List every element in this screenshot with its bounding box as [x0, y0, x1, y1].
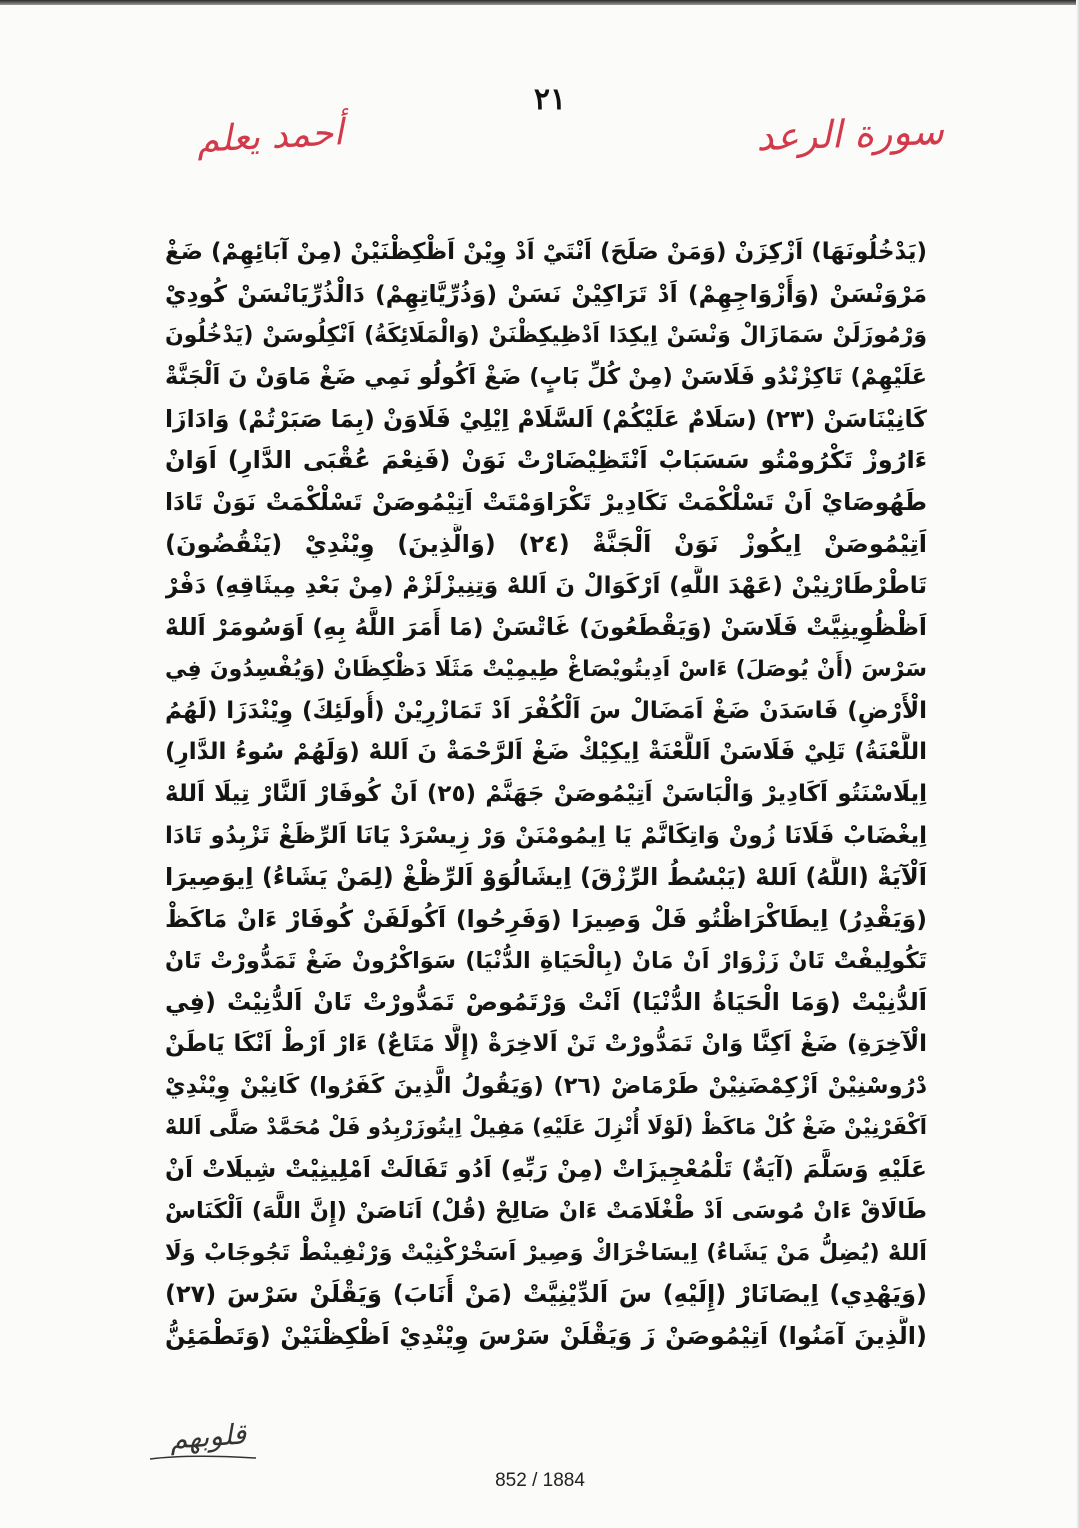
- scan-top-edge: [0, 0, 1080, 5]
- text-line: اَكْفَرْنِيْنْ ضَغْ كُلْ مَاكَظْ (لَوْلَا أُنْزِلَ عَلَيْهِ) مَفِيلْ اِيتُوزَرْبِدُو فَلْ مُحَمَّدْ صَلَّى اَللهْ: [165, 1115, 927, 1140]
- text-line: اَلدُّنِيْتْ (وَمَا الْحَيَاةُ الدُّنْيَا) اَنْتْ وَرْتَمُوصْ تَمَدُّورْتْ تَانْ اَلدُّنِيْتْ (فِي: [165, 988, 927, 1017]
- text-line: اَتِيْمُوصَنْ اِيكُوزْ نَوَنْ اَلْجَنَّةْ (٢٤) (وَالَّذِينَ) وِيْنْدِيْ (يَنْقُضُونَ): [165, 529, 927, 558]
- author-note-handwritten: أحمد يعلم: [195, 112, 345, 161]
- text-line: ءَارُوزْ تَكْرُومْتُو سَسَبَابْ اَنْتَظِيْضَارْتْ نَوَنْ (فَنِعْمَ عُقْبَى الدَّارِ) اَوَانْ: [165, 446, 927, 475]
- text-line: الْآخِرَةِ) ضَغْ اَكِنَّا وَانْ تَمَدُّورْتْ تَنْ اَلاخِرَةْ (إِلَّا مَتَاعٌ) ءَارْ اَرْطْ اَنْكَا يَاطَنْ: [165, 1031, 927, 1058]
- text-line: اَللهْ (يُضِلُّ مَنْ يَشَاءُ) اِيسَاخْرَاكْ وَصِيرْ اَسَخْرْكْنِيْتْ وَرْنْفِينْطْ تَجُوجَابْ وَلَا: [165, 1239, 927, 1266]
- page-number: ٢١: [533, 82, 567, 117]
- text-line: اِيلَاسْنَتُو اَكَادِيرْ وَالْبَاسَنْ اَتِيْمُوصَنْ جَهَنَّمْ (٢٥) اَنْ كُوفَارْ اَلنَّارْ تِيلَا اَللهْ: [165, 780, 927, 807]
- text-line: مَرْوَنْسَنْ (وَأَزْوَاجِهِمْ) اَدْ تَرَاكِيْنْ نَسَنْ (وَذُرِّيَّاتِهِمْ) دَالْذُرِّيَانْسَنْ كُودِيْ: [165, 279, 927, 308]
- catchword-underline: [148, 1452, 258, 1462]
- text-line: (الَّذِينَ آمَنُوا) اَتِيْمُوصَنْ زَ وَيَقْلَنْ سَرْسَ وِيْنْدِيْ اَظْكِظْنَيْنْ (وَتَطْمَئِنُّ: [165, 1321, 927, 1350]
- text-line: تَكُولِيفْتْ تَانْ زَزْوَارْ اَنْ مَانْ (بِالْحَيَاةِ الدُّنْيَا) سَوَاكْرُونْ ضَغْ تَمَدُّورْتْ تَانْ: [165, 947, 927, 974]
- text-line: (وَيَهْدِي) اِيصَانَارْ (إِلَيْهِ) سَ اَلدِّيْنِيَّتْ (مَنْ أَنَابَ) وَيَقْلَنْ سَرْسَ (٢٧): [165, 1280, 927, 1309]
- text-line: (يَدْخُلُونَهَا) اَزْكِزَنْ (وَمَنْ صَلَحَ) اَنْتَيْ اَدْ وِيْنْ اَظْكِظْنَيْنْ (مِنْ آبَائِهِمْ) ضَغْ: [165, 239, 927, 265]
- text-line: اللَّعْنَةُ) تَلِيْ فَلَاسَنْ اَللَّعْنَةْ اِيكِيْكْ ضَغْ اَلرَّحْمَةْ نَ اَللهْ (وَلَهُمْ سُوءُ الدَّارِ): [165, 739, 927, 766]
- body-text: [165, 232, 927, 1358]
- catchword-handwritten: قلوبهم: [168, 1417, 248, 1456]
- page-counter: 852 / 1884: [495, 1470, 585, 1491]
- text-line: كَانِيْنَاسَنْ (٢٣) (سَلَامٌ عَلَيْكُمْ) اَلسَّلَامْ اِيْلِيْ فَلَاوَنْ (بِمَا صَبَرْتُمْ) وَادَازَا: [165, 404, 927, 433]
- text-line: الْأَرْضِ) فَاسَدَنْ ضَغْ اَمَضَالْ سَ اَلْكُفْرَ اَدْ تَمَازْرِيْنْ (أُولَئِكَ) وِيْنْدَزَا (لَهُمُ: [165, 697, 927, 724]
- scan-right-edge: [1076, 0, 1080, 1528]
- text-line: طَهُوصَايْ اَنْ تَسْلْكْمَتْ نَكَادِيرْ تَكْرَاوَمْتَتْ اَتِيْمُوصَنْ تَسْلْكْمَتْ نَوَنْ تَادَا: [165, 488, 927, 517]
- text-line: طَالَاقْ ءَانْ مُوسَى اَدْ طْغْلَامَتْ ءَانْ صَالِحْ (قُلْ) اَنَاصَنْ (إِنَّ اللَّهَ) اَلْكَنَاسْ: [165, 1197, 927, 1224]
- text-line: اَظْظُوِينِيَّتْ فَلَاسَنْ (وَيَقْطَعُونَ) غَاتْسَنْ (مَا أَمَرَ اللَّهُ بِهِ) اَوَسُومَرْ اَللهْ: [165, 613, 927, 642]
- text-line: عَلَيْهِ وَسَلَّمَ (آيَةٌ) تَلْمُعْجِيزَاتْ (مِنْ رَبِّهِ) اَدُو تَفَالَتْ اَمْلِينِيْتْ شِيلَاتْ اَنْ: [165, 1155, 927, 1184]
- text-line: اِيغْضَابْ فَلَانَا زُونْ وَاتِكَانَّمْ يَا اِيمُومْنَنْ وَرْ زِيسْرَدْ يَانَا اَلرِّظَغْ تَزْبِدُو تَادَا: [165, 822, 927, 849]
- text-line: عَلَيْهِمْ) تَاكِزْنْدُو فَلَاسَنْ (مِنْ كُلِّ بَابٍ) ضَغْ اَكُولُو نَمِي ضَغْ مَاوَنْ نَ اَلْجَنَّةْ: [165, 364, 927, 391]
- text-line: (وَيَقْدِرُ) اِيطَاكْرَاظْتُو فَلْ وَصِيرَا (وَفَرِحُوا) اَكُولَفَنْ كُوفَارْ ءَانْ مَاكَظْ: [165, 905, 927, 933]
- text-line: تَاطْرْطَارْنِيْنْ (عَهْدَ اللَّهِ) اَرْكَوَالْ نَ اَللهْ وَتِنِيزْلَزْمْ (مِنْ بَعْدِ مِيثَاقِهِ) دَفْرْ: [165, 572, 927, 599]
- text-line: سَرْسَ (أَنْ يُوصَلَ) ءَاسْ اَدِيتُويْصَاغْ طِيمِيْتْ مَثَلَا دَظْكِظَانْ (وَيُفْسِدُونَ فِي: [165, 656, 927, 682]
- text-line: دْرُوسْنِيْنْ اَزْكِمْضَنِيْنْ طَرْمَاضْ (٢٦) (وَيَقُولُ الَّذِينَ كَفَرُوا) كَانِيْنْ وِيْنْدِيْ: [165, 1072, 927, 1099]
- surah-name-handwritten: سورة الرعد: [755, 108, 945, 160]
- text-line: اَلْآيَةْ (اللَّهُ) اَللهْ (يَبْسُطُ الرِّزْقَ) اِيشَالُوَوْ اَلرِّظْغْ (لِمَنْ يَشَاءُ) اِيوَصِيرَا: [165, 863, 927, 892]
- text-line: وَرْمُوزَلَنْ سَمَازَالْ وَنْسَنْ اِيكِدَا اَدْظِيكِظْنَنْ (وَالْمَلَائِكَةُ) اَنْكِلُوسَنْ (يَدْخُلُونَ: [165, 323, 927, 349]
